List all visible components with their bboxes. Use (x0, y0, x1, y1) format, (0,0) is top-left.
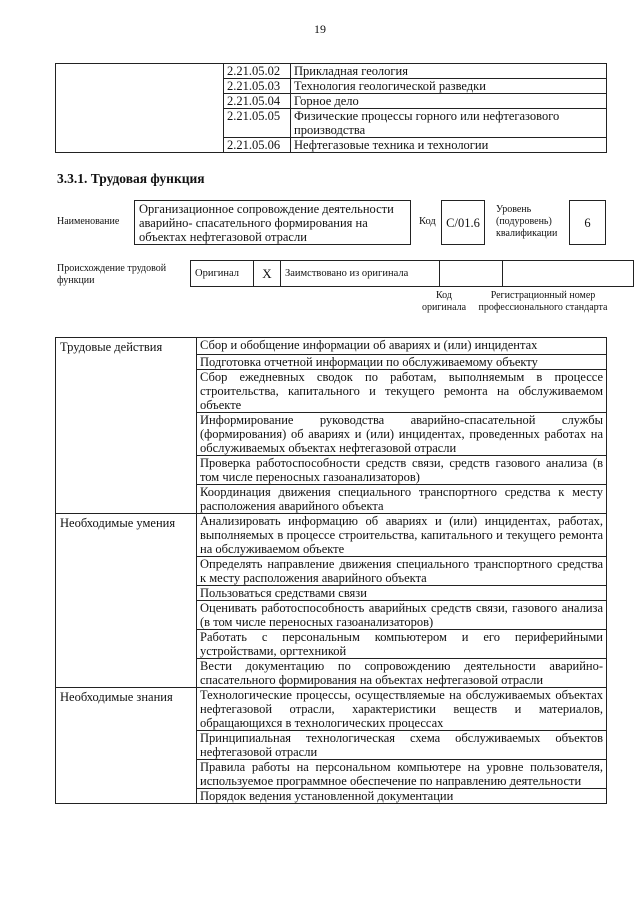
category-cell (56, 354, 197, 369)
caption-registration-number: Регистрационный номер профессионального стандарта (478, 290, 608, 313)
specialty-code: 2.21.05.02 (224, 64, 291, 79)
function-item: Технологические процессы, осуществляемые на обслуживаемых объектах нефтегазовой отрасли, характеристики веществ и материалов, обращающихся в технологических процессах (197, 687, 607, 730)
function-item: Сбор ежедневных сводок по работам, выполняемым в процессе строительства, капитального и текущего ремонта на обслуживаемом объекте (197, 369, 607, 412)
function-item: Порядок ведения установленной документации (197, 788, 607, 803)
table-row (56, 64, 607, 79)
specialty-code: 2.21.05.04 (224, 94, 291, 109)
category-cell (56, 730, 197, 759)
function-name-box: Организационное сопровождение деятельности аварийно- спасательного формирования на объектах нефтегазовой отрасли (134, 200, 411, 245)
category-cell (56, 556, 197, 585)
category-cell (56, 658, 197, 687)
specialty-code: 2.21.05.05 (224, 109, 291, 138)
function-item: Определять направление движения специального транспортного средства к месту расположения аварийного объекта (197, 556, 607, 585)
specialty-name: Физические процессы горного или нефтегазового производства (291, 109, 607, 138)
table-row (56, 788, 607, 803)
table-row (56, 354, 607, 369)
table-row (56, 556, 607, 585)
specialty-code: 2.21.05.03 (224, 79, 291, 94)
table-row (191, 261, 634, 287)
caption-original-code: Код оригинала (421, 290, 467, 313)
category-label: Трудовые действия (56, 338, 197, 355)
function-item: Подготовка отчетной информации по обслуживаемому объекту (197, 354, 607, 369)
function-item: Работать с персональным компьютером и его периферийными устройствами, оргтехникой (197, 629, 607, 658)
category-cell (56, 759, 197, 788)
borrowed-label: Заимствовано из оригинала (281, 261, 440, 287)
original-label: Оригинал (191, 261, 254, 287)
specialty-codes-table (55, 63, 607, 153)
section-heading: 3.3.1. Трудовая функция (57, 171, 205, 186)
function-item: Правила работы на персональном компьютере на уровне пользователя, используемое программное обеспечение по направлению деятельности (197, 759, 607, 788)
table-row (56, 412, 607, 455)
specialty-name: Горное дело (291, 94, 607, 109)
function-item: Принципиальная технологическая схема обслуживаемых объектов нефтегазовой отрасли (197, 730, 607, 759)
registration-number-cell (503, 261, 634, 287)
category-cell (56, 455, 197, 484)
category-cell (56, 629, 197, 658)
function-details-table (55, 337, 607, 804)
category-cell (56, 369, 197, 412)
function-item: Пользоваться средствами связи (197, 585, 607, 600)
table-row (56, 585, 607, 600)
table-row (56, 629, 607, 658)
category-cell (56, 484, 197, 513)
function-item: Оценивать работоспособность аварийных средств связи, газового анализа (в том числе переносных газоанализаторов) (197, 600, 607, 629)
category-cell (56, 412, 197, 455)
origin-label: Происхождение трудовой функции (57, 263, 167, 286)
table-row (56, 759, 607, 788)
function-code-box: С/01.6 (441, 200, 485, 245)
specialty-name: Нефтегазовые техника и технологии (291, 138, 607, 153)
function-item: Координация движения специального транспортного средства к месту расположения аварийного объекта (197, 484, 607, 513)
table-row (56, 658, 607, 687)
name-label: Наименование (57, 216, 120, 227)
category-cell (56, 585, 197, 600)
code-label: Код (419, 216, 436, 227)
category-cell (56, 600, 197, 629)
table-row (56, 455, 607, 484)
level-box: 6 (569, 200, 606, 245)
function-item: Анализировать информацию об авариях и (или) инцидентах, работах, выполняемых в процессе строительства, капитального и текущего ремонта на обслуживаемом объекте (197, 513, 607, 556)
empty-cell (56, 64, 224, 153)
category-label: Необходимые знания (56, 687, 197, 730)
original-code-cell (440, 261, 503, 287)
specialty-name: Прикладная геология (291, 64, 607, 79)
specialty-name: Технология геологической разведки (291, 79, 607, 94)
table-row (56, 484, 607, 513)
origin-table (190, 260, 634, 287)
category-label: Необходимые умения (56, 513, 197, 556)
specialty-code: 2.21.05.06 (224, 138, 291, 153)
function-item: Вести документацию по сопровождению деятельности аварийно-спасательного формирования на объектах нефтегазовой отрасли (197, 658, 607, 687)
table-row (56, 513, 607, 556)
level-label: Уровень (подуровень) квалификации (496, 204, 558, 239)
table-row (56, 338, 607, 355)
original-mark: X (254, 261, 281, 287)
table-row (56, 687, 607, 730)
table-row (56, 600, 607, 629)
table-row (56, 369, 607, 412)
category-cell (56, 788, 197, 803)
function-item: Информирование руководства аварийно-спасательной службы (формирования) об авариях и (или) инцидентах, проведенных работах на обслуживаемых объектах нефтегазовой отрасли (197, 412, 607, 455)
page-number: 19 (314, 22, 326, 36)
table-row (56, 730, 607, 759)
function-item: Сбор и обобщение информации об авариях и (или) инцидентах (197, 338, 607, 355)
function-item: Проверка работоспособности средств связи, средств газового анализа (в том числе переносных газоанализаторов) (197, 455, 607, 484)
